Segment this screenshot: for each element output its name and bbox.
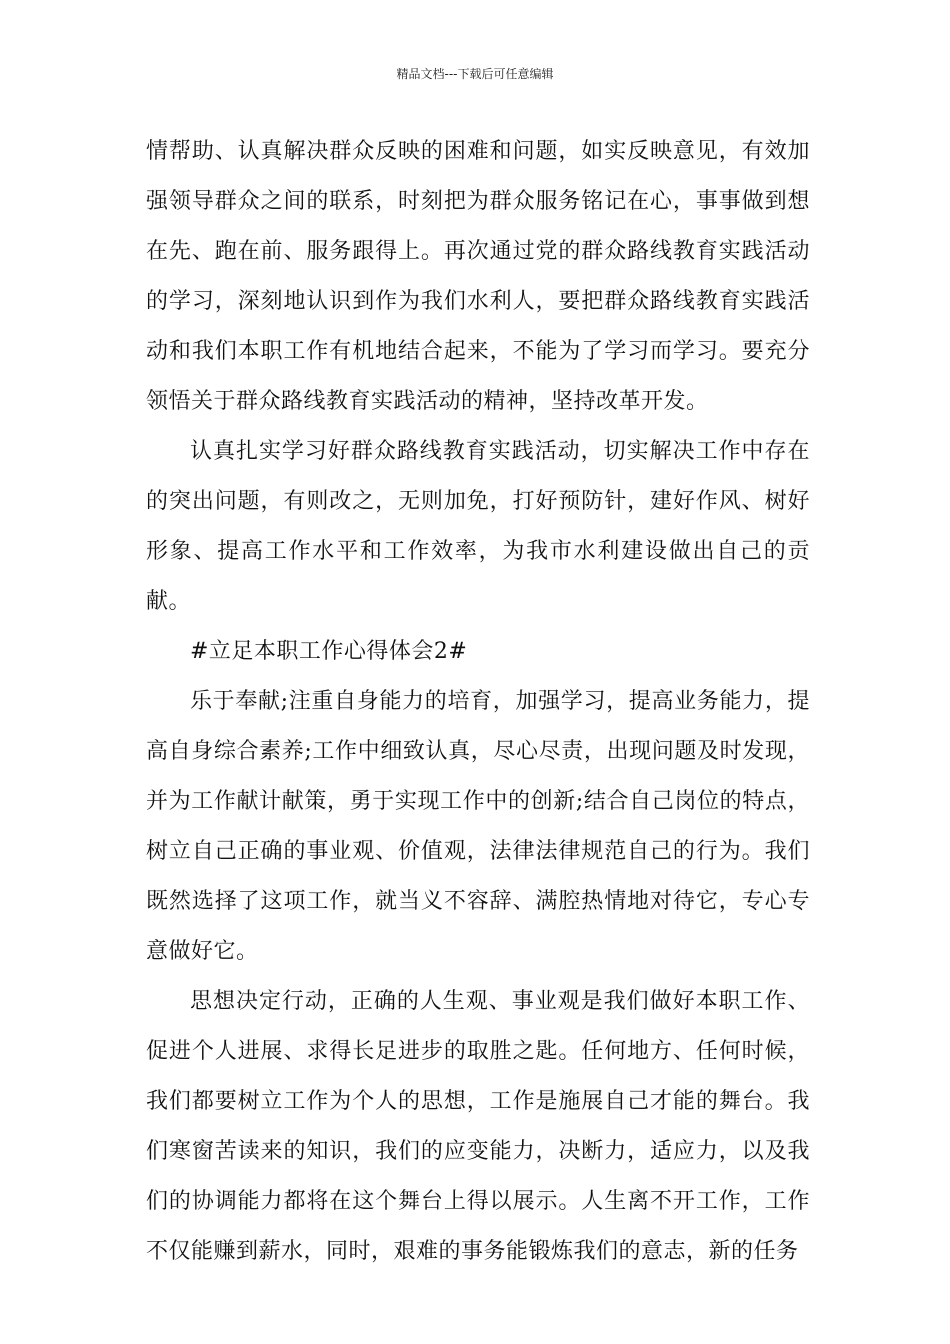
page-header: 精品文档---下载后可任意编辑: [396, 67, 554, 81]
paragraph-thought-action: 思想决定行动，正确的人生观、事业观是我们做好本职工作、促进个人进展、求得长足进步的取胜之匙。任何地方、任何时候，我们都要树立工作为个人的思想，工作是施展自己才能的舞台。我们寒窗苦读来的知识，我们的应变能力，决断力，适应力，以及我们的协调能力都将在这个舞台上得以展示。人生离不开工作，工作不仅能赚到薪水，同时，艰难的事务能锻炼我们的意志，新的任务: [146, 989, 810, 1264]
section-heading: #立足本职工作心得体会2#: [190, 639, 468, 664]
paragraph-continuation: 情帮助、认真解决群众反映的困难和问题，如实反映意见，有效加强领导群众之间的联系，时刻把为群众服务铭记在心，事事做到想在先、跑在前、服务跟得上。再次通过党的群众路线教育实践活动的学习，深刻地认识到作为我们水利人，要把群众路线教育实践活动和我们本职工作有机地结合起来，不能为了学习而学习。要充分领悟关于群众路线教育实践活动的精神，坚持改革开发。: [146, 139, 810, 414]
paragraph-dedication: 乐于奉献;注重自身能力的培育，加强学习，提高业务能力，提高自身综合素养;工作中细致认真，尽心尽责，出现问题及时发现，并为工作献计献策，勇于实现工作中的创新;结合自己岗位的特点，树立自己正确的事业观、价值观，法律法律规范自己的行为。我们既然选择了这项工作，就当义不容辞、满腔热情地对待它，专心专意做好它。: [146, 689, 810, 964]
document-body: [146, 127, 810, 1277]
paragraph-study-practice: 认真扎实学习好群众路线教育实践活动，切实解决工作中存在的突出问题，有则改之，无则加免，打好预防针，建好作风、树好形象、提高工作水平和工作效率，为我市水利建设做出自己的贡献。: [146, 439, 810, 614]
